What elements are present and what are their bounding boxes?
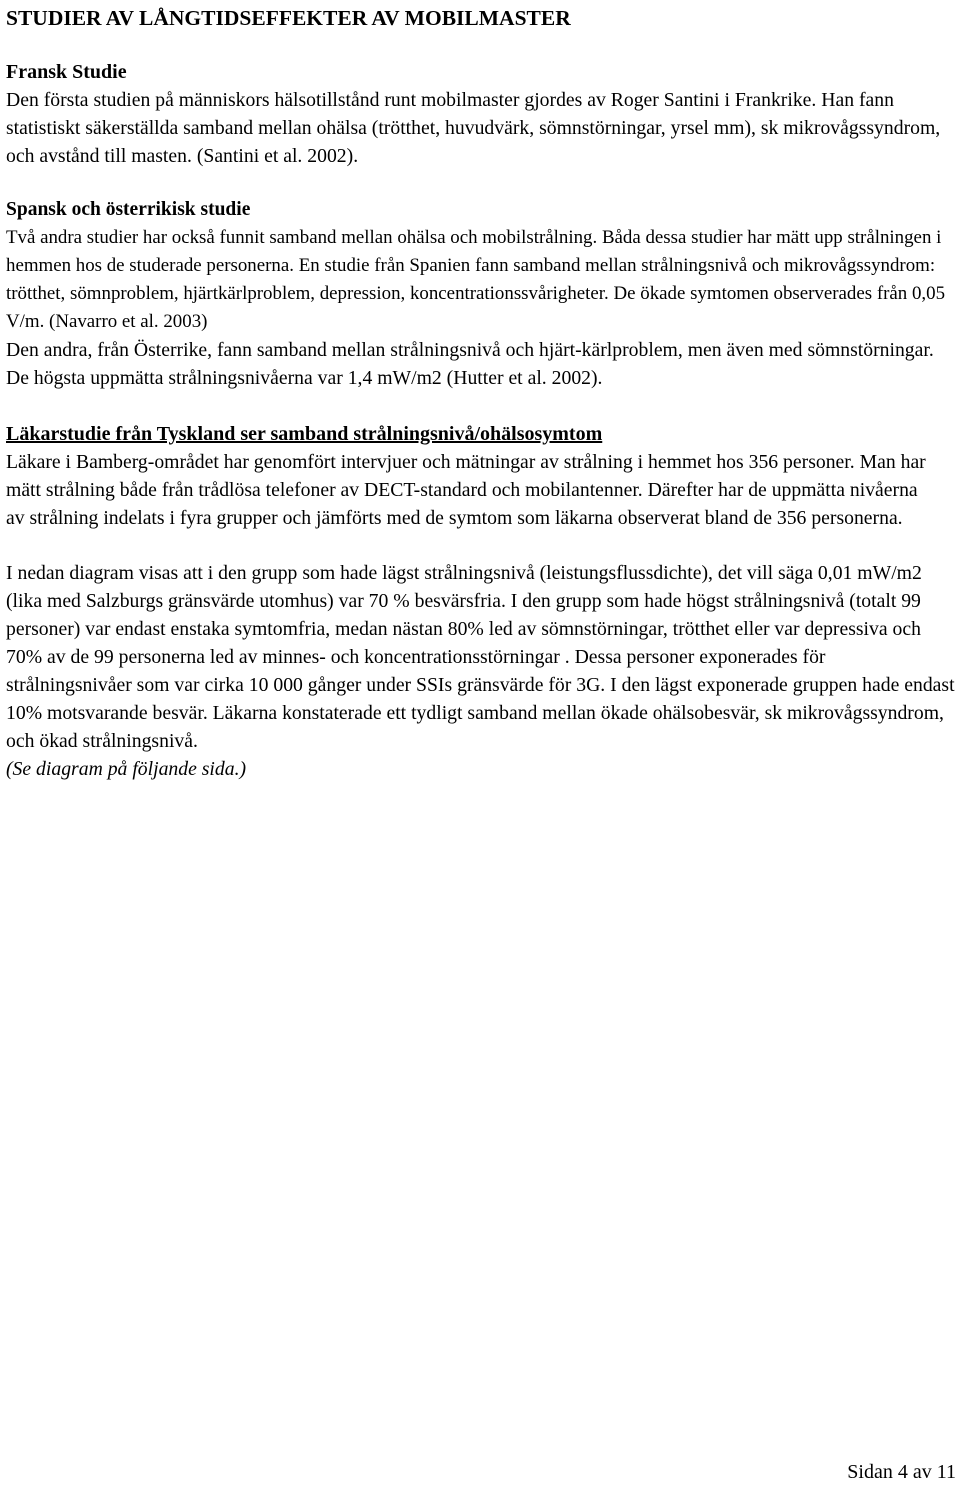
section-german-doctor-study: [6, 420, 956, 532]
diagram-description-paragraph: I nedan diagram visas att i den grupp som hade lägst strålningsnivå (leistungsflussdichte), det vill säga 0,01 mW/m2 (lika med Salzburgs gränsvärde utomhus) var 70 % besvärsfria. I den grupp som hade högst strålningsnivå (totalt 99 personer) var endast enstaka symtomfria, medan nästan 80% led av sömnstörningar, trötthet eller var depressiva och 70% av de 99 personerna led av minnes- och koncentrationsstörningar . Dessa personer exponerades för strålningsnivåer som var cirka 10 000 gånger under SSIs gränsvärde för 3G. I den lägst exponerade gruppen hade endast 10% motsvarande besvär. Läkarna konstaterade ett tydligt samband mellan ökade ohälsobesvär, sk mikrovågssyndrom, och ökad strålningsnivå.: [6, 562, 955, 752]
section-heading: Spansk och österrikisk studie: [6, 199, 251, 220]
section-spanish-austrian-study: [6, 196, 956, 392]
section-french-study: [6, 58, 956, 170]
section-heading: Fransk Studie: [6, 61, 127, 83]
section-paragraph: Läkare i Bamberg-området har genomfört intervjuer och mätningar av strålning i hemmet hos 356 personer. Man har mätt strålning både från trådlösa telefoner av DECT-standard och mobilantenner. Därefter har de uppmätta nivåerna av strålning indelats i fyra grupper och jämförts med de symtom som läkarna observerat bland de 356 personerna.: [6, 451, 926, 529]
section-heading: Läkarstudie från Tyskland ser samband strålningsnivå/ohälsosymtom: [6, 423, 603, 445]
page-number: Sidan 4 av 11: [847, 1461, 956, 1483]
section-paragraph: Den första studien på människors hälsotillstånd runt mobilmaster gjordes av Roger Santini i Frankrike. Han fann statistiskt säkerställda samband mellan ohälsa (trötthet, huvudvärk, sömnstörningar, yrsel mm), sk mikrovågssyndrom, och avstånd till masten. (Santini et al. 2002).: [6, 89, 941, 167]
section-diagram-description: [6, 559, 956, 783]
section-paragraph: Två andra studier har också funnit samband mellan ohälsa och mobilstrålning. Båda dessa studier har mätt upp strålningen i hemmen hos de studerade personerna. En studie från Spanien fann samband mellan strålningsnivå och mikrovågssyndrom: trötthet, sömnproblem, hjärtkärlproblem, depression, koncentrationssvårigheter. De ökade symtomen observerades från 0,05 V/m. (Navarro et al. 2003): [6, 227, 946, 332]
section-paragraph: Den andra, från Österrike, fann samband mellan strålningsnivå och hjärt-kärlproblem, men även med sömnstörningar. De högsta uppmätta strålningsnivåerna var 1,4 mW/m2 (Hutter et al. 2002).: [6, 339, 934, 389]
document-title: STUDIER AV LÅNGTIDSEFFEKTER AV MOBILMASTER: [6, 6, 571, 30]
document-page: [6, 4, 956, 783]
diagram-reference-note: (Se diagram på följande sida.): [6, 758, 247, 780]
